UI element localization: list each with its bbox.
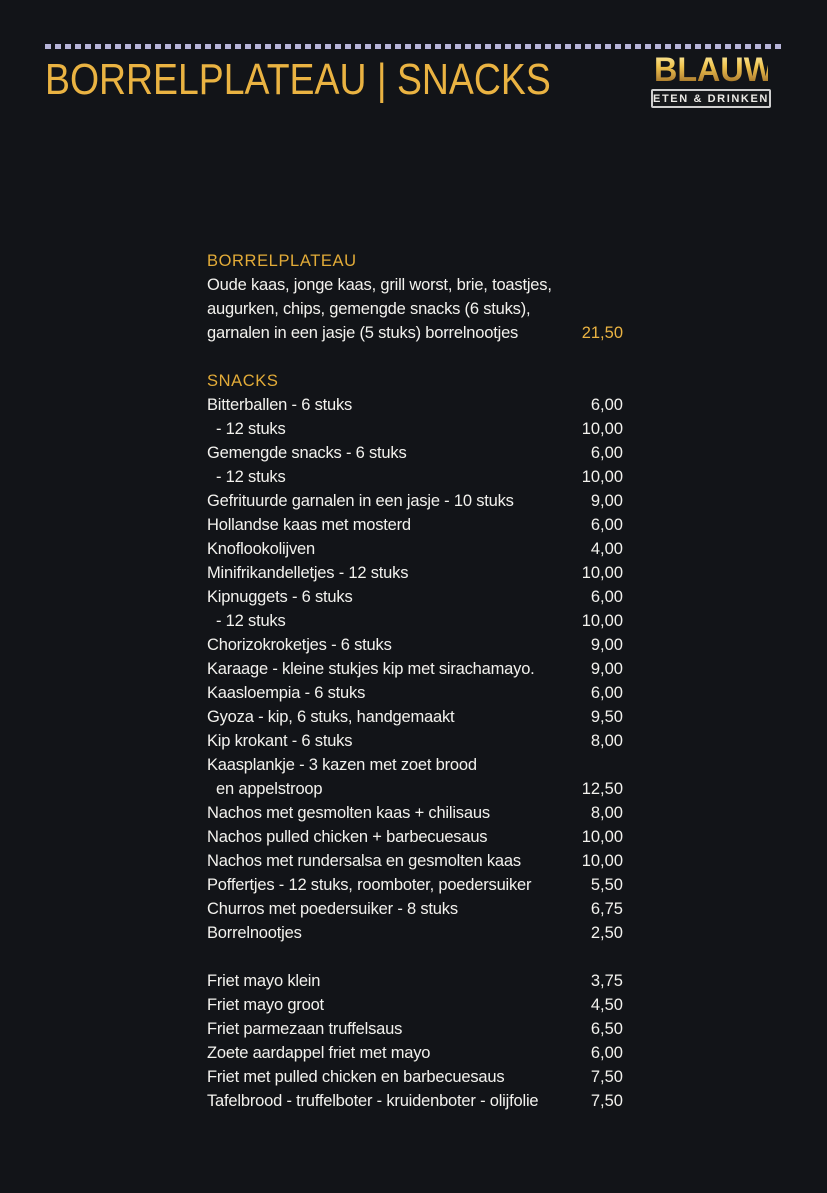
item-price: 6,00 [590, 396, 623, 414]
blauw-logo [651, 51, 775, 108]
item-name: Churros met poedersuiker - 8 stuks [207, 900, 458, 918]
item-price: 10,00 [581, 828, 623, 846]
item-price: 6,00 [590, 516, 623, 534]
menu-item-row [207, 1041, 623, 1065]
item-name: Chorizokroketjes - 6 stuks [207, 636, 392, 654]
item-name: - 12 stuks [216, 612, 286, 630]
section-heading-snacks: SNACKS [207, 372, 279, 390]
menu-item-row [207, 489, 623, 513]
menu-item-row [207, 849, 623, 873]
menu-item-row [207, 1017, 623, 1041]
menu-item-row [207, 441, 623, 465]
item-price: 3,75 [590, 972, 623, 990]
item-price: 8,00 [590, 732, 623, 750]
item-name: Zoete aardappel friet met mayo [207, 1044, 431, 1062]
menu-content [207, 249, 623, 1113]
friet-items [207, 969, 623, 1113]
item-price: 9,00 [590, 492, 623, 510]
item-name: Friet met pulled chicken en barbecuesaus [207, 1068, 505, 1086]
item-price: 12,50 [581, 780, 623, 798]
item-price: 4,50 [590, 996, 623, 1014]
item-price: 21,50 [581, 324, 623, 342]
item-price: 6,00 [590, 1044, 623, 1062]
logo-wordmark: BLAUW [654, 51, 775, 89]
item-name: Gemengde snacks - 6 stuks [207, 444, 407, 462]
item-name: en appelstroop [216, 780, 323, 798]
item-name: Kaasloempia - 6 stuks [207, 684, 366, 702]
item-name: Gefrituurde garnalen in een jasje - 10 stuks [207, 492, 514, 510]
logo-tagline: ETEN & DRINKEN [651, 89, 771, 108]
item-price: 4,00 [590, 540, 623, 558]
menu-item-row [207, 561, 623, 585]
item-price: 10,00 [581, 852, 623, 870]
item-name: Nachos met rundersalsa en gesmolten kaas [207, 852, 521, 870]
item-name: Oude kaas, jonge kaas, grill worst, brie, toastjes, [207, 276, 552, 294]
menu-item-row [207, 825, 623, 849]
menu-item-row [207, 801, 623, 825]
item-price: 6,75 [590, 900, 623, 918]
item-name: Tafelbrood - truffelboter - kruidenboter - olijfolie [207, 1092, 539, 1110]
menu-item-row [207, 1065, 623, 1089]
item-name: augurken, chips, gemengde snacks (6 stuks), [207, 300, 531, 318]
section-borrelplateau [207, 249, 623, 345]
item-price: 10,00 [581, 564, 623, 582]
menu-item-row [207, 609, 623, 633]
item-price: 9,50 [590, 708, 623, 726]
item-name: - 12 stuks [216, 468, 286, 486]
item-price: 6,00 [590, 684, 623, 702]
item-price: 6,00 [590, 588, 623, 606]
menu-item-row [207, 321, 623, 345]
item-name: Poffertjes - 12 stuks, roomboter, poedersuiker [207, 876, 532, 894]
menu-item-row [207, 873, 623, 897]
menu-item-row [207, 537, 623, 561]
item-price: 9,00 [590, 636, 623, 654]
menu-item-row [207, 513, 623, 537]
menu-item-row [207, 705, 623, 729]
item-name: Friet parmezaan truffelsaus [207, 1020, 403, 1038]
item-price: 6,50 [590, 1020, 623, 1038]
item-name: - 12 stuks [216, 420, 286, 438]
item-name: Hollandse kaas met mosterd [207, 516, 411, 534]
item-name: Kip krokant - 6 stuks [207, 732, 353, 750]
item-price: 9,00 [590, 660, 623, 678]
menu-item-row [207, 681, 623, 705]
item-name: Karaage - kleine stukjes kip met sirachamayo. [207, 660, 535, 678]
section-heading-borrelplateau: BORRELPLATEAU [207, 252, 357, 270]
menu-item-row [207, 753, 623, 777]
menu-item-row [207, 465, 623, 489]
item-price: 10,00 [581, 468, 623, 486]
menu-item-row [207, 297, 623, 321]
menu-item-row [207, 921, 623, 945]
section-snacks [207, 369, 623, 945]
menu-item-row [207, 417, 623, 441]
menu-item-row [207, 777, 623, 801]
item-name: Borrelnootjes [207, 924, 302, 942]
item-name: Nachos pulled chicken + barbecuesaus [207, 828, 488, 846]
menu-item-row [207, 585, 623, 609]
item-name: Kipnuggets - 6 stuks [207, 588, 353, 606]
item-name: Knoflookolijven [207, 540, 315, 558]
item-price: 6,00 [590, 444, 623, 462]
item-price: 7,50 [590, 1068, 623, 1086]
item-name: Gyoza - kip, 6 stuks, handgemaakt [207, 708, 455, 726]
item-price: 10,00 [581, 420, 623, 438]
item-name: Friet mayo klein [207, 972, 321, 990]
item-price: 10,00 [581, 612, 623, 630]
menu-item-row [207, 993, 623, 1017]
item-price: 7,50 [590, 1092, 623, 1110]
item-price: 2,50 [590, 924, 623, 942]
item-price: 5,50 [590, 876, 623, 894]
item-name: Bitterballen - 6 stuks [207, 396, 353, 414]
item-name: Friet mayo groot [207, 996, 324, 1014]
menu-item-row [207, 393, 623, 417]
item-name: garnalen in een jasje (5 stuks) borrelnootjes [207, 324, 519, 342]
item-name: Minifrikandelletjes - 12 stuks [207, 564, 409, 582]
menu-item-row [207, 633, 623, 657]
item-name: Kaasplankje - 3 kazen met zoet brood [207, 756, 477, 774]
item-price: 8,00 [590, 804, 623, 822]
page-title: BORRELPLATEAU | SNACKS [45, 55, 551, 104]
dashed-divider [45, 44, 782, 49]
menu-item-row [207, 729, 623, 753]
menu-item-row [207, 657, 623, 681]
menu-item-row [207, 273, 623, 297]
menu-item-row [207, 1089, 623, 1113]
section-friet [207, 969, 623, 1113]
borrelplateau-lines [207, 273, 623, 345]
menu-item-row [207, 897, 623, 921]
item-name: Nachos met gesmolten kaas + chilisaus [207, 804, 490, 822]
snacks-items [207, 393, 623, 945]
menu-item-row [207, 969, 623, 993]
